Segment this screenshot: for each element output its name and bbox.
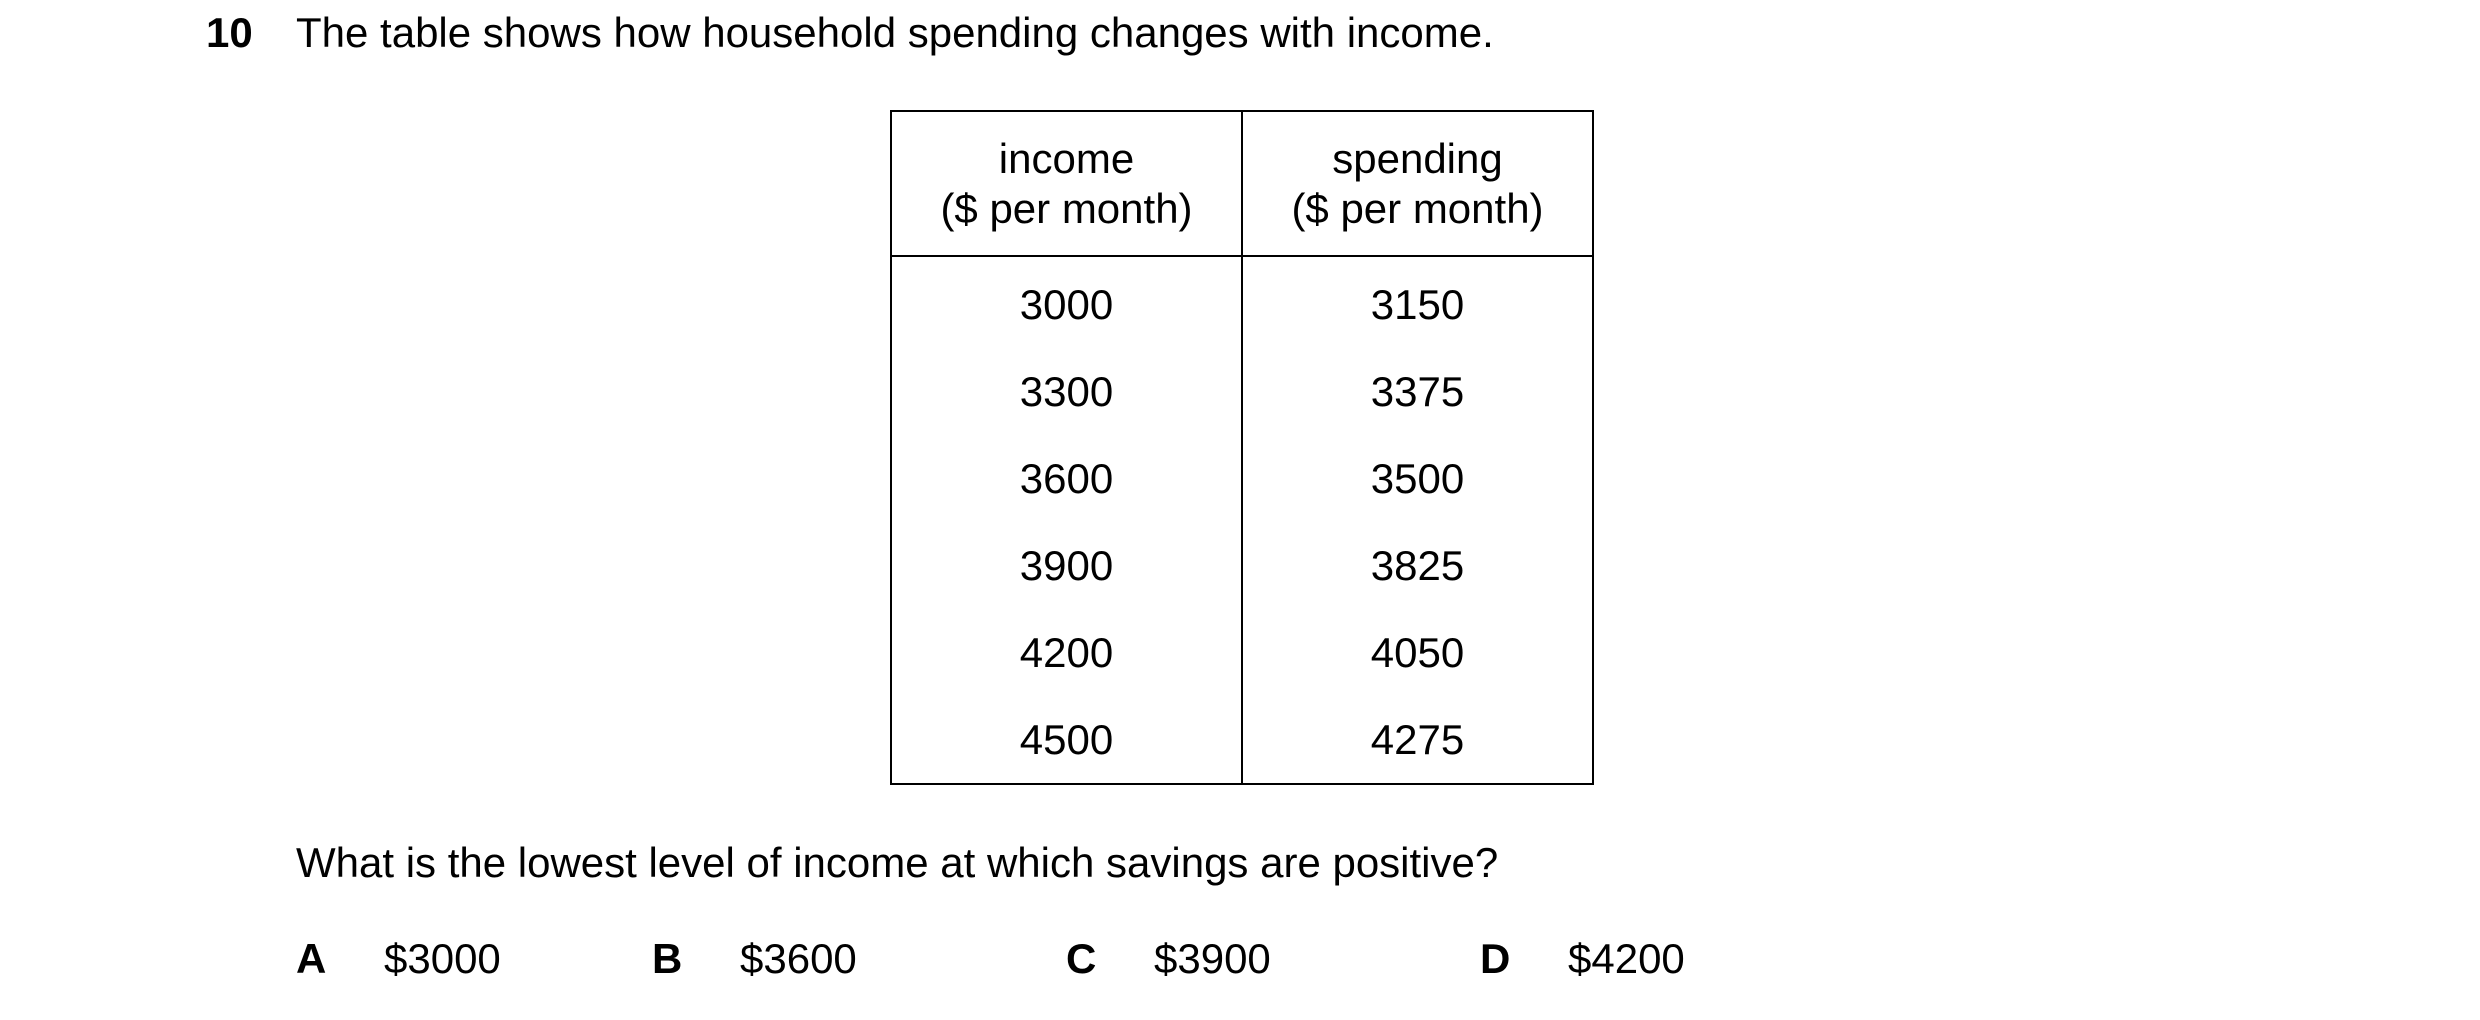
income-cell: 4500 — [891, 696, 1242, 784]
question-prompt: What is the lowest level of income at which savings are positive? — [296, 839, 1499, 886]
spending-header-label: spending — [1332, 134, 1503, 182]
question-stem: The table shows how household spending changes with income. — [296, 9, 1494, 56]
spending-cell: 4050 — [1242, 609, 1593, 696]
table-row — [891, 609, 1593, 696]
option-b[interactable] — [652, 934, 857, 984]
income-cell: 3000 — [891, 256, 1242, 348]
option-text: $3600 — [740, 935, 857, 982]
income-cell: 4200 — [891, 609, 1242, 696]
spending-cell: 3375 — [1242, 348, 1593, 435]
income-cell: 3900 — [891, 522, 1242, 609]
income-header-unit: ($ per month) — [940, 184, 1193, 232]
option-letter: A — [296, 935, 327, 982]
table-row — [891, 348, 1593, 435]
spending-cell: 3500 — [1242, 435, 1593, 522]
spending-column-header — [1242, 111, 1593, 256]
option-c[interactable] — [1066, 934, 1271, 984]
table-header-row — [891, 111, 1593, 256]
spending-cell: 4275 — [1242, 696, 1593, 784]
spending-header-unit: ($ per month) — [1291, 184, 1544, 232]
option-text: $3000 — [384, 935, 501, 982]
income-column-header — [891, 111, 1242, 256]
question-number: 10 — [206, 9, 253, 56]
option-letter: D — [1480, 935, 1511, 982]
table-row — [891, 435, 1593, 522]
option-letter: C — [1066, 935, 1097, 982]
spending-cell: 3150 — [1242, 256, 1593, 348]
table-row — [891, 696, 1593, 784]
option-d[interactable] — [1480, 934, 1685, 984]
option-text: $3900 — [1154, 935, 1271, 982]
income-cell: 3600 — [891, 435, 1242, 522]
spending-cell: 3825 — [1242, 522, 1593, 609]
table-row — [891, 522, 1593, 609]
income-cell: 3300 — [891, 348, 1242, 435]
income-spending-table — [890, 110, 1594, 785]
option-letter: B — [652, 935, 683, 982]
option-a[interactable] — [296, 934, 501, 984]
income-header-label: income — [998, 134, 1135, 182]
table-row — [891, 256, 1593, 348]
option-text: $4200 — [1568, 935, 1685, 982]
